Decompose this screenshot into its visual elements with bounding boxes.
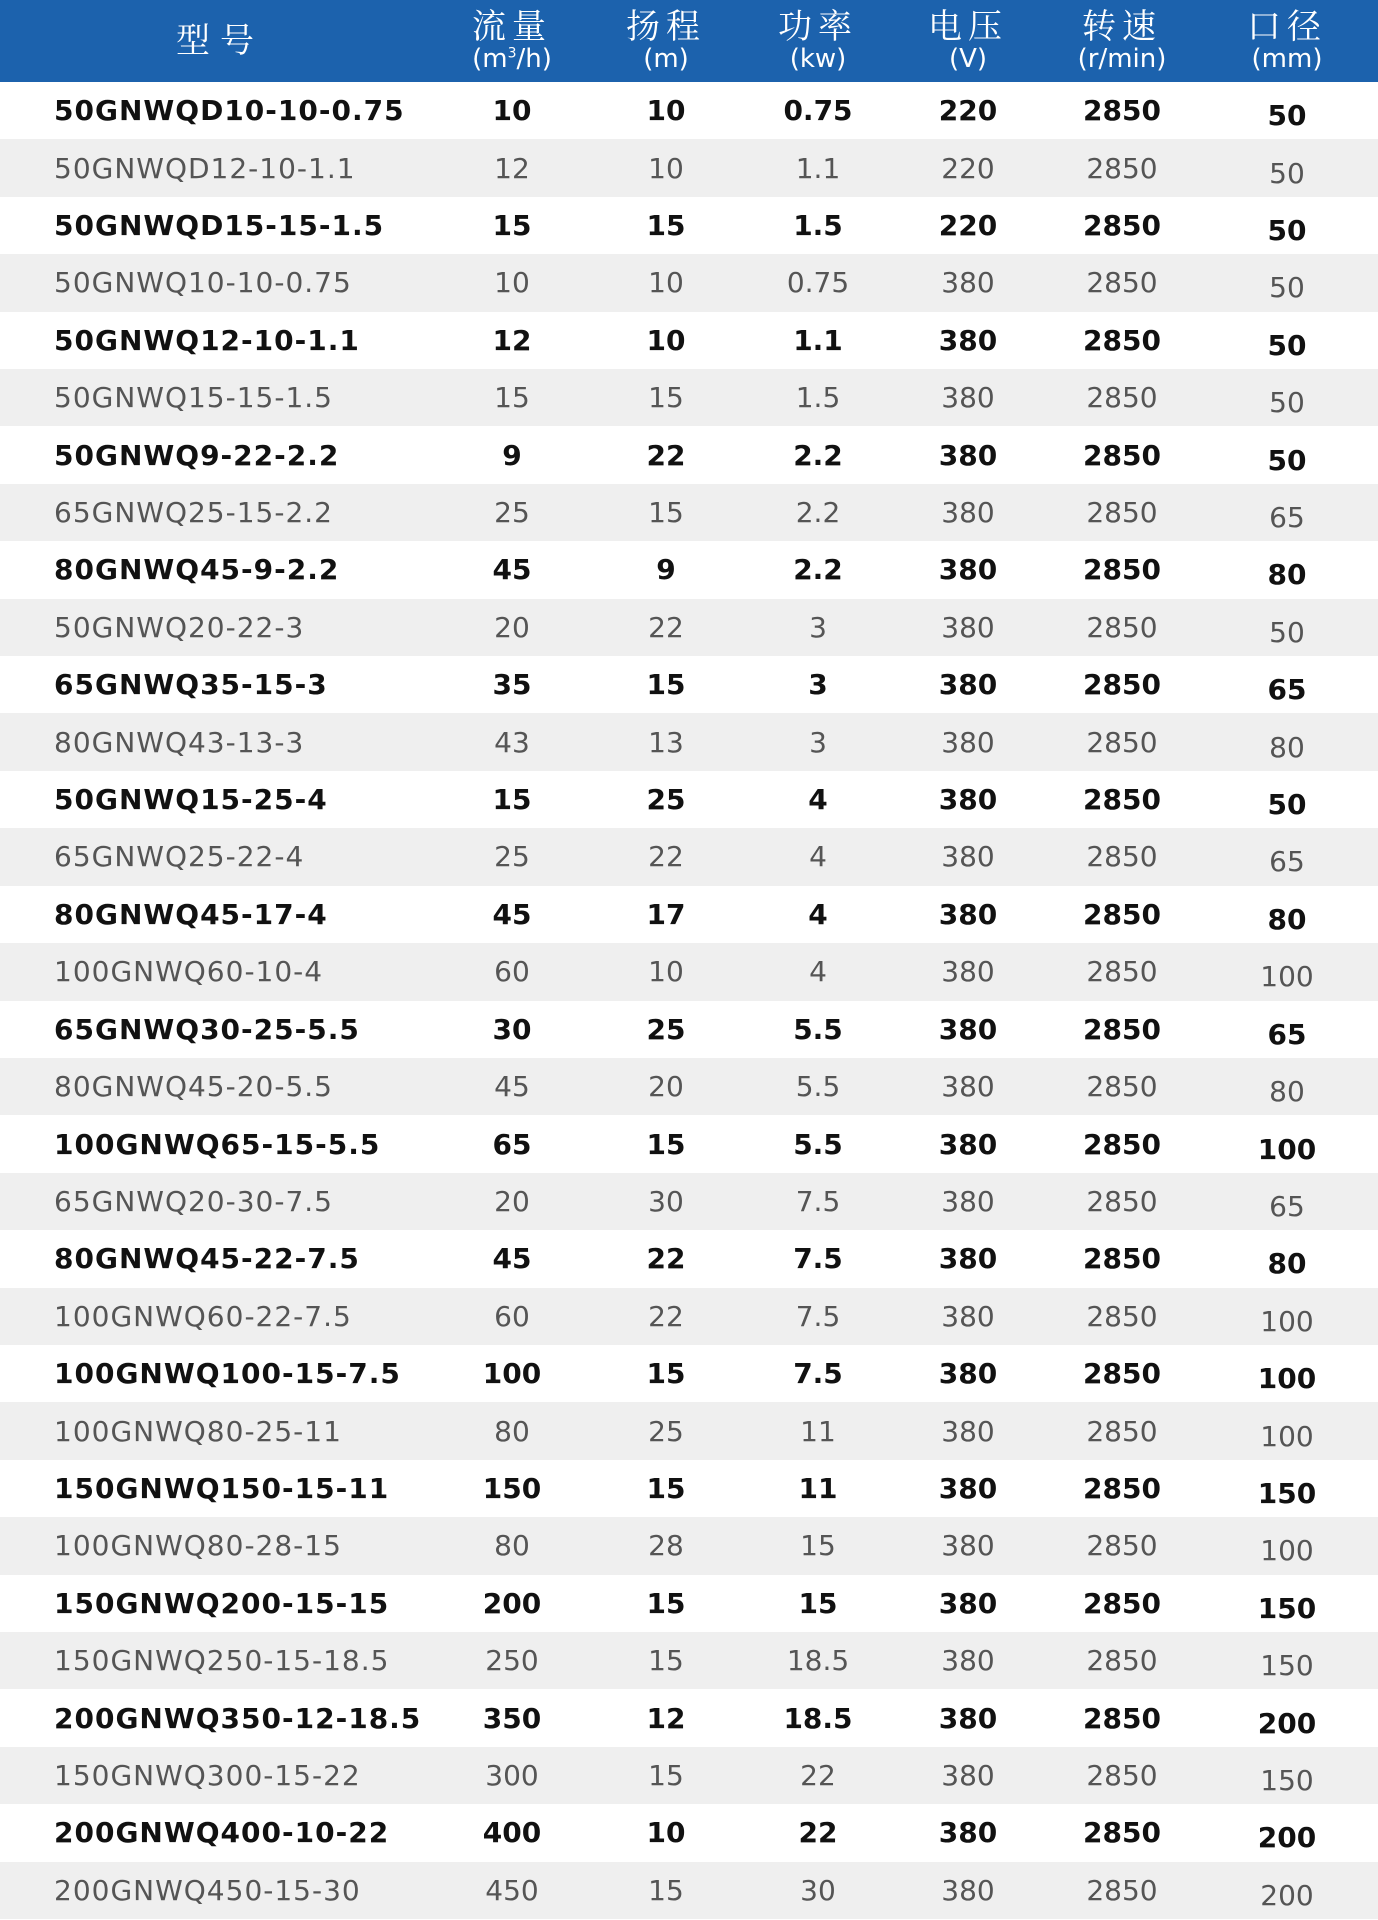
cell-diameter: 150 bbox=[1257, 1476, 1317, 1510]
cell-speed: 2850 bbox=[1083, 1127, 1161, 1161]
cell-flow: 9 bbox=[502, 438, 522, 472]
column-header-flow-unit bbox=[440, 46, 584, 72]
cell-head: 15 bbox=[646, 668, 686, 702]
cell-flow: 350 bbox=[482, 1701, 542, 1735]
column-header-diameter bbox=[1196, 0, 1378, 82]
cell-power: 3 bbox=[809, 725, 827, 759]
cell-speed: 2850 bbox=[1083, 209, 1161, 243]
cell-flow: 80 bbox=[494, 1414, 530, 1448]
cell-model: 150GNWQ200-15-15 bbox=[54, 1586, 390, 1620]
cell-speed: 2850 bbox=[1086, 1070, 1158, 1104]
table-row bbox=[0, 713, 1378, 770]
cell-speed: 2850 bbox=[1083, 1357, 1161, 1391]
cell-voltage: 380 bbox=[938, 1586, 998, 1620]
cell-head: 28 bbox=[648, 1529, 684, 1563]
cell-speed: 2850 bbox=[1086, 1299, 1158, 1333]
table-row bbox=[0, 1632, 1378, 1689]
cell-head: 10 bbox=[648, 151, 684, 185]
cell-voltage: 380 bbox=[938, 1471, 998, 1505]
table-row bbox=[0, 656, 1378, 713]
cell-model: 50GNWQD10-10-0.75 bbox=[54, 94, 405, 128]
cell-power: 0.75 bbox=[783, 94, 853, 128]
cell-model: 150GNWQ150-15-11 bbox=[54, 1471, 390, 1505]
cell-voltage: 380 bbox=[938, 553, 998, 587]
cell-diameter: 100 bbox=[1260, 1534, 1314, 1568]
cell-power: 18.5 bbox=[783, 1701, 853, 1735]
cell-head: 9 bbox=[656, 553, 676, 587]
cell-voltage: 380 bbox=[938, 1242, 998, 1276]
cell-flow: 12 bbox=[494, 151, 530, 185]
cell-speed: 2850 bbox=[1083, 438, 1161, 472]
column-header-speed-unit: (r/min) bbox=[1077, 44, 1167, 74]
cell-power: 5.5 bbox=[793, 1127, 843, 1161]
cell-speed: 2850 bbox=[1086, 1758, 1158, 1792]
column-header-power-unit: (kw) bbox=[789, 44, 847, 74]
table-row bbox=[0, 886, 1378, 943]
cell-power: 1.1 bbox=[795, 151, 841, 185]
cell-model: 50GNWQ12-10-1.1 bbox=[54, 323, 360, 357]
cell-model: 50GNWQ10-10-0.75 bbox=[54, 266, 352, 300]
cell-flow: 15 bbox=[494, 381, 530, 415]
cell-voltage: 380 bbox=[938, 1012, 998, 1046]
cell-model: 50GNWQ9-22-2.2 bbox=[54, 438, 340, 472]
table-row bbox=[0, 1058, 1378, 1115]
cell-head: 22 bbox=[646, 438, 686, 472]
cell-voltage: 380 bbox=[938, 1127, 998, 1161]
cell-voltage: 380 bbox=[941, 955, 995, 989]
cell-voltage: 380 bbox=[938, 1816, 998, 1850]
cell-power: 4 bbox=[808, 897, 828, 931]
cell-flow: 80 bbox=[494, 1529, 530, 1563]
cell-diameter: 150 bbox=[1260, 1649, 1314, 1683]
cell-model: 65GNWQ35-15-3 bbox=[54, 668, 328, 702]
cell-power: 2.2 bbox=[793, 438, 843, 472]
cell-power: 18.5 bbox=[786, 1644, 850, 1678]
table-row bbox=[0, 828, 1378, 885]
table-row bbox=[0, 1173, 1378, 1230]
cell-model: 100GNWQ80-25-11 bbox=[54, 1414, 342, 1448]
cell-voltage: 380 bbox=[941, 1758, 995, 1792]
cell-diameter: 50 bbox=[1267, 99, 1307, 133]
cell-power: 15 bbox=[798, 1586, 838, 1620]
cell-head: 15 bbox=[648, 381, 684, 415]
cell-voltage: 380 bbox=[941, 1299, 995, 1333]
cell-flow: 200 bbox=[482, 1586, 542, 1620]
cell-power: 22 bbox=[798, 1816, 838, 1850]
cell-flow: 15 bbox=[492, 783, 532, 817]
cell-flow: 60 bbox=[494, 1299, 530, 1333]
table-row bbox=[0, 369, 1378, 426]
table-row bbox=[0, 771, 1378, 828]
cell-voltage: 380 bbox=[941, 1414, 995, 1448]
cell-speed: 2850 bbox=[1086, 610, 1158, 644]
cell-speed: 2850 bbox=[1086, 1414, 1158, 1448]
table-row bbox=[0, 484, 1378, 541]
cell-voltage: 380 bbox=[938, 438, 998, 472]
cell-power: 5.5 bbox=[795, 1070, 841, 1104]
table-row bbox=[0, 1345, 1378, 1402]
column-header-voltage bbox=[888, 0, 1048, 82]
cell-diameter: 100 bbox=[1260, 1419, 1314, 1453]
cell-power: 7.5 bbox=[793, 1242, 843, 1276]
cell-speed: 2850 bbox=[1083, 94, 1161, 128]
table-row bbox=[0, 1747, 1378, 1804]
cell-diameter: 80 bbox=[1269, 1075, 1305, 1109]
cell-diameter: 80 bbox=[1267, 558, 1307, 592]
cell-power: 7.5 bbox=[793, 1357, 843, 1391]
cell-head: 10 bbox=[646, 94, 686, 128]
cell-diameter: 80 bbox=[1267, 1247, 1307, 1281]
cell-head: 15 bbox=[646, 1586, 686, 1620]
cell-model: 200GNWQ350-12-18.5 bbox=[54, 1701, 422, 1735]
cell-diameter: 65 bbox=[1269, 1189, 1305, 1223]
cell-model: 50GNWQD15-15-1.5 bbox=[54, 209, 385, 243]
cell-model: 100GNWQ80-28-15 bbox=[54, 1529, 342, 1563]
column-header-model-label: 型号 bbox=[176, 21, 264, 61]
table-row bbox=[0, 1115, 1378, 1172]
column-header-flow-label: 流量 bbox=[472, 7, 552, 47]
cell-flow: 400 bbox=[482, 1816, 542, 1850]
cell-diameter: 150 bbox=[1257, 1591, 1317, 1625]
cell-head: 20 bbox=[648, 1070, 684, 1104]
cell-model: 50GNWQ20-22-3 bbox=[54, 610, 305, 644]
flow-unit-superscript: 3 bbox=[507, 45, 517, 62]
cell-speed: 2850 bbox=[1083, 1242, 1161, 1276]
cell-speed: 2850 bbox=[1083, 668, 1161, 702]
cell-model: 65GNWQ25-15-2.2 bbox=[54, 496, 333, 530]
cell-diameter: 50 bbox=[1269, 386, 1305, 420]
cell-power: 0.75 bbox=[786, 266, 850, 300]
table-row bbox=[0, 197, 1378, 254]
table-row bbox=[0, 254, 1378, 311]
column-header-model bbox=[0, 0, 440, 82]
cell-head: 25 bbox=[648, 1414, 684, 1448]
table-body bbox=[0, 82, 1378, 1919]
cell-diameter: 65 bbox=[1267, 673, 1307, 707]
column-header-power bbox=[748, 0, 888, 82]
cell-diameter: 200 bbox=[1257, 1706, 1317, 1740]
table-row bbox=[0, 1001, 1378, 1058]
cell-voltage: 380 bbox=[941, 610, 995, 644]
cell-head: 15 bbox=[646, 1127, 686, 1161]
cell-model: 100GNWQ100-15-7.5 bbox=[54, 1357, 401, 1391]
table-row bbox=[0, 1517, 1378, 1574]
cell-flow: 45 bbox=[492, 1242, 532, 1276]
cell-model: 200GNWQ400-10-22 bbox=[54, 1816, 390, 1850]
cell-flow: 25 bbox=[494, 840, 530, 874]
cell-model: 80GNWQ45-22-7.5 bbox=[54, 1242, 360, 1276]
cell-power: 11 bbox=[798, 1471, 838, 1505]
cell-diameter: 200 bbox=[1257, 1821, 1317, 1855]
cell-flow: 150 bbox=[482, 1471, 542, 1505]
cell-flow: 43 bbox=[494, 725, 530, 759]
cell-flow: 10 bbox=[494, 266, 530, 300]
cell-head: 30 bbox=[648, 1184, 684, 1218]
cell-power: 4 bbox=[808, 783, 828, 817]
cell-voltage: 380 bbox=[941, 381, 995, 415]
cell-voltage: 380 bbox=[941, 1873, 995, 1907]
cell-power: 7.5 bbox=[795, 1299, 841, 1333]
cell-head: 10 bbox=[648, 955, 684, 989]
cell-power: 2.2 bbox=[793, 553, 843, 587]
cell-flow: 45 bbox=[492, 553, 532, 587]
column-header-power-label: 功率 bbox=[778, 7, 858, 47]
cell-diameter: 100 bbox=[1257, 1362, 1317, 1396]
cell-voltage: 380 bbox=[941, 725, 995, 759]
cell-model: 80GNWQ45-9-2.2 bbox=[54, 553, 340, 587]
table-row bbox=[0, 1288, 1378, 1345]
cell-power: 7.5 bbox=[795, 1184, 841, 1218]
cell-diameter: 50 bbox=[1267, 788, 1307, 822]
cell-power: 1.1 bbox=[793, 323, 843, 357]
cell-voltage: 380 bbox=[938, 1357, 998, 1391]
cell-head: 10 bbox=[646, 323, 686, 357]
cell-diameter: 100 bbox=[1257, 1132, 1317, 1166]
cell-head: 10 bbox=[648, 266, 684, 300]
cell-model: 100GNWQ60-22-7.5 bbox=[54, 1299, 352, 1333]
column-header-head bbox=[584, 0, 748, 82]
cell-model: 50GNWQD12-10-1.1 bbox=[54, 151, 356, 185]
cell-flow: 100 bbox=[482, 1357, 542, 1391]
cell-model: 50GNWQ15-15-1.5 bbox=[54, 381, 333, 415]
cell-speed: 2850 bbox=[1086, 1529, 1158, 1563]
cell-power: 3 bbox=[808, 668, 828, 702]
cell-flow: 12 bbox=[492, 323, 532, 357]
cell-flow: 15 bbox=[492, 209, 532, 243]
cell-speed: 2850 bbox=[1083, 1701, 1161, 1735]
cell-power: 2.2 bbox=[795, 496, 841, 530]
column-header-voltage-unit: (V) bbox=[948, 44, 988, 74]
cell-head: 25 bbox=[646, 783, 686, 817]
cell-power: 5.5 bbox=[793, 1012, 843, 1046]
cell-model: 65GNWQ20-30-7.5 bbox=[54, 1184, 333, 1218]
cell-power: 4 bbox=[809, 840, 827, 874]
cell-speed: 2850 bbox=[1083, 1816, 1161, 1850]
cell-head: 25 bbox=[646, 1012, 686, 1046]
cell-model: 80GNWQ45-17-4 bbox=[54, 897, 328, 931]
cell-model: 200GNWQ450-15-30 bbox=[54, 1873, 361, 1907]
table-row bbox=[0, 139, 1378, 196]
cell-speed: 2850 bbox=[1083, 1471, 1161, 1505]
cell-power: 1.5 bbox=[795, 381, 841, 415]
table-row bbox=[0, 426, 1378, 483]
cell-head: 15 bbox=[646, 1471, 686, 1505]
cell-speed: 2850 bbox=[1083, 1012, 1161, 1046]
cell-power: 1.5 bbox=[793, 209, 843, 243]
cell-diameter: 50 bbox=[1267, 443, 1307, 477]
cell-head: 12 bbox=[646, 1701, 686, 1735]
cell-voltage: 380 bbox=[941, 1070, 995, 1104]
cell-model: 100GNWQ60-10-4 bbox=[54, 955, 324, 989]
cell-model: 50GNWQ15-25-4 bbox=[54, 783, 328, 817]
header-row bbox=[0, 0, 1378, 82]
cell-speed: 2850 bbox=[1086, 496, 1158, 530]
cell-diameter: 150 bbox=[1260, 1763, 1314, 1797]
flow-unit-prefix: (m bbox=[472, 44, 508, 74]
table-header bbox=[0, 0, 1378, 82]
cell-flow: 20 bbox=[494, 1184, 530, 1218]
cell-head: 15 bbox=[648, 496, 684, 530]
cell-voltage: 380 bbox=[938, 1701, 998, 1735]
cell-flow: 45 bbox=[494, 1070, 530, 1104]
cell-speed: 2850 bbox=[1086, 725, 1158, 759]
cell-voltage: 380 bbox=[941, 1184, 995, 1218]
cell-voltage: 380 bbox=[938, 783, 998, 817]
cell-flow: 300 bbox=[485, 1758, 539, 1792]
cell-diameter: 50 bbox=[1269, 271, 1305, 305]
cell-voltage: 380 bbox=[941, 1644, 995, 1678]
cell-flow: 250 bbox=[485, 1644, 539, 1678]
cell-voltage: 380 bbox=[941, 840, 995, 874]
cell-power: 15 bbox=[800, 1529, 836, 1563]
cell-model: 65GNWQ30-25-5.5 bbox=[54, 1012, 360, 1046]
column-header-diameter-label: 口径 bbox=[1247, 7, 1327, 47]
cell-model: 80GNWQ43-13-3 bbox=[54, 725, 305, 759]
cell-head: 17 bbox=[646, 897, 686, 931]
cell-model: 150GNWQ250-15-18.5 bbox=[54, 1644, 390, 1678]
cell-speed: 2850 bbox=[1086, 151, 1158, 185]
column-header-voltage-label: 电压 bbox=[928, 7, 1008, 47]
cell-diameter: 50 bbox=[1267, 214, 1307, 248]
cell-head: 15 bbox=[646, 209, 686, 243]
table-row bbox=[0, 1402, 1378, 1459]
table-row bbox=[0, 1689, 1378, 1746]
cell-head: 10 bbox=[646, 1816, 686, 1850]
cell-head: 22 bbox=[648, 840, 684, 874]
cell-diameter: 80 bbox=[1267, 902, 1307, 936]
cell-head: 15 bbox=[648, 1873, 684, 1907]
cell-flow: 35 bbox=[492, 668, 532, 702]
cell-speed: 2850 bbox=[1086, 1873, 1158, 1907]
cell-model: 150GNWQ300-15-22 bbox=[54, 1758, 361, 1792]
table-row bbox=[0, 1460, 1378, 1517]
cell-flow: 10 bbox=[492, 94, 532, 128]
cell-voltage: 380 bbox=[938, 668, 998, 702]
cell-voltage: 220 bbox=[938, 209, 998, 243]
cell-diameter: 80 bbox=[1269, 730, 1305, 764]
cell-diameter: 50 bbox=[1269, 156, 1305, 190]
column-header-head-unit: (m) bbox=[643, 44, 689, 74]
table-row bbox=[0, 1804, 1378, 1861]
cell-flow: 450 bbox=[485, 1873, 539, 1907]
cell-diameter: 50 bbox=[1269, 615, 1305, 649]
cell-diameter: 65 bbox=[1269, 845, 1305, 879]
cell-diameter: 65 bbox=[1269, 501, 1305, 535]
table-row bbox=[0, 312, 1378, 369]
column-header-diameter-unit: (mm) bbox=[1251, 44, 1323, 74]
cell-flow: 25 bbox=[494, 496, 530, 530]
cell-model: 80GNWQ45-20-5.5 bbox=[54, 1070, 333, 1104]
table-row bbox=[0, 599, 1378, 656]
table-row bbox=[0, 82, 1378, 139]
cell-head: 22 bbox=[648, 610, 684, 644]
cell-power: 30 bbox=[800, 1873, 836, 1907]
cell-speed: 2850 bbox=[1083, 1586, 1161, 1620]
cell-speed: 2850 bbox=[1086, 1184, 1158, 1218]
cell-head: 13 bbox=[648, 725, 684, 759]
table-row bbox=[0, 541, 1378, 598]
column-header-head-label: 扬程 bbox=[626, 7, 706, 47]
cell-flow: 60 bbox=[494, 955, 530, 989]
cell-head: 15 bbox=[646, 1357, 686, 1391]
cell-power: 3 bbox=[809, 610, 827, 644]
table-row bbox=[0, 1575, 1378, 1632]
cell-speed: 2850 bbox=[1083, 783, 1161, 817]
cell-speed: 2850 bbox=[1083, 553, 1161, 587]
cell-voltage: 380 bbox=[941, 266, 995, 300]
flow-unit-suffix: /h) bbox=[516, 44, 552, 74]
cell-flow: 20 bbox=[494, 610, 530, 644]
table-row bbox=[0, 1230, 1378, 1287]
cell-power: 22 bbox=[800, 1758, 836, 1792]
cell-diameter: 100 bbox=[1260, 1304, 1314, 1338]
cell-model: 100GNWQ65-15-5.5 bbox=[54, 1127, 381, 1161]
column-header-flow bbox=[440, 0, 584, 82]
cell-voltage: 220 bbox=[938, 94, 998, 128]
cell-flow: 30 bbox=[492, 1012, 532, 1046]
column-header-speed-label: 转速 bbox=[1082, 7, 1162, 47]
cell-voltage: 220 bbox=[941, 151, 995, 185]
cell-voltage: 380 bbox=[941, 496, 995, 530]
cell-speed: 2850 bbox=[1086, 266, 1158, 300]
cell-diameter: 200 bbox=[1260, 1878, 1314, 1912]
cell-speed: 2850 bbox=[1086, 840, 1158, 874]
cell-head: 22 bbox=[646, 1242, 686, 1276]
cell-head: 15 bbox=[648, 1644, 684, 1678]
cell-voltage: 380 bbox=[938, 897, 998, 931]
cell-diameter: 50 bbox=[1267, 328, 1307, 362]
cell-power: 11 bbox=[800, 1414, 836, 1448]
cell-speed: 2850 bbox=[1083, 897, 1161, 931]
table-row bbox=[0, 943, 1378, 1000]
cell-flow: 65 bbox=[492, 1127, 532, 1161]
cell-diameter: 100 bbox=[1260, 960, 1314, 994]
cell-model: 65GNWQ25-22-4 bbox=[54, 840, 305, 874]
cell-voltage: 380 bbox=[938, 323, 998, 357]
cell-speed: 2850 bbox=[1083, 323, 1161, 357]
cell-power: 4 bbox=[809, 955, 827, 989]
cell-speed: 2850 bbox=[1086, 381, 1158, 415]
cell-flow: 45 bbox=[492, 897, 532, 931]
cell-voltage: 380 bbox=[941, 1529, 995, 1563]
cell-speed: 2850 bbox=[1086, 955, 1158, 989]
cell-diameter: 65 bbox=[1267, 1017, 1307, 1051]
table-row bbox=[0, 1862, 1378, 1919]
cell-head: 15 bbox=[648, 1758, 684, 1792]
cell-head: 22 bbox=[648, 1299, 684, 1333]
column-header-speed bbox=[1048, 0, 1196, 82]
cell-speed: 2850 bbox=[1086, 1644, 1158, 1678]
